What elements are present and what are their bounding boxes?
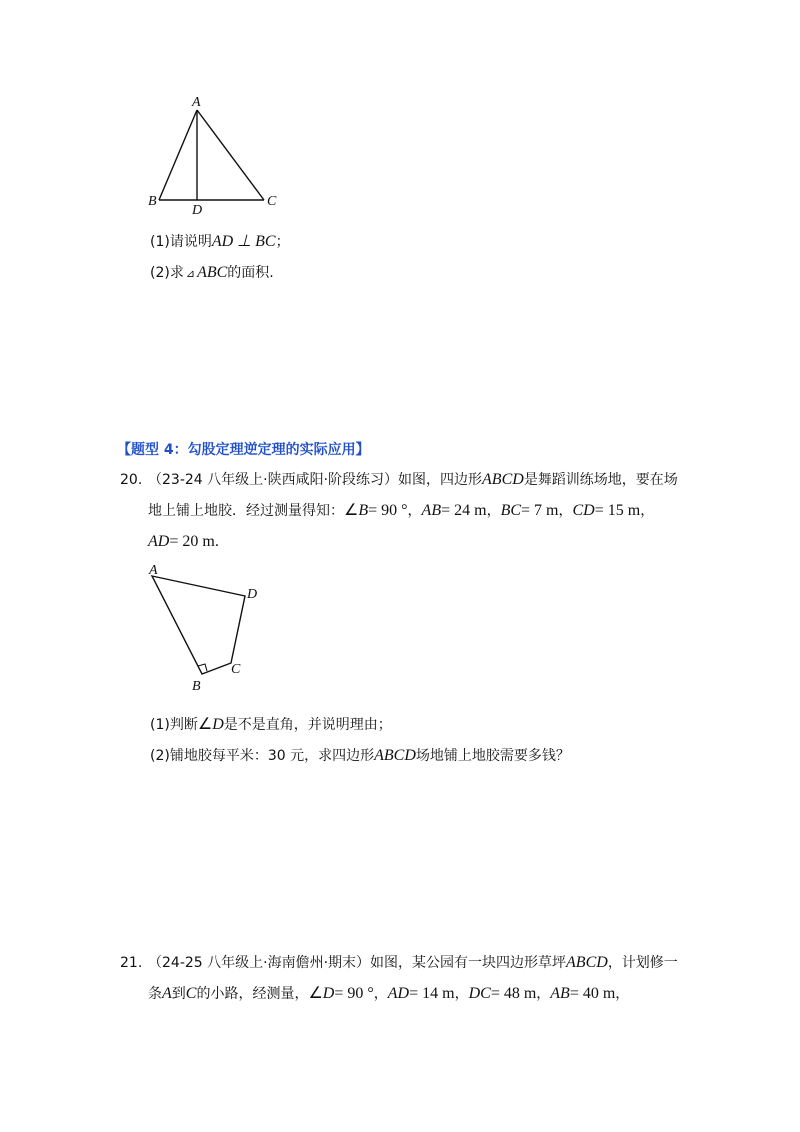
separator: ，: [558, 503, 573, 519]
cond-ab-value: = 24 m: [441, 502, 487, 519]
label-d: D: [192, 203, 203, 218]
problem-21-source: （24-25 八年级上·海南儋州·期末）如图，某公园有一块四边形草坪: [148, 955, 567, 971]
prev-q1-suffix: ；: [275, 234, 290, 250]
label-b: B: [148, 194, 157, 209]
label-c: C: [267, 194, 277, 209]
angle-symbol: ∠: [344, 502, 359, 519]
angle-symbol: ∠: [308, 985, 323, 1002]
label-a: A: [149, 563, 158, 578]
cond-dc: DC: [468, 985, 491, 1002]
cond-dc-value: = 48 m: [490, 985, 537, 1002]
problem-20-shape: ABCD: [482, 471, 524, 488]
cond-d: D: [322, 985, 335, 1002]
p21-point-c: C: [185, 985, 197, 1002]
problem-20-question-2: [150, 746, 570, 766]
problem-20-line3-end: ．: [214, 534, 229, 550]
p20-q1-math: D: [212, 716, 224, 733]
problem-20-line2-start: 地上铺上地胶．经过测量得知：: [148, 503, 344, 519]
cond-ad-value: = 20 m: [169, 533, 215, 550]
p20-q2-suffix: 场地铺上地胶需要多钱？: [415, 748, 570, 764]
prev-q2-suffix: 的面积.: [227, 265, 274, 281]
side-ab: [159, 110, 197, 200]
separator: ，: [536, 986, 551, 1002]
prev-q2-triangle-symbol: ⊿: [185, 267, 196, 280]
cond-b: B: [358, 502, 369, 519]
cond-bc-value: = 7 m: [521, 502, 559, 519]
p20-q1-suffix: 是不是直角，并说明理由；: [223, 717, 392, 733]
prev-q1-prefix: (1)请说明: [150, 234, 212, 250]
prev-question-2: [150, 263, 274, 284]
quadrilateral-outline: [152, 576, 245, 674]
separator: ，: [407, 503, 422, 519]
prev-q1-math: AD ⊥ BC: [211, 233, 276, 250]
cond-ad: AD: [387, 985, 410, 1002]
problem-21-line1-end: ，计划修一: [607, 955, 678, 971]
p20-q1-prefix: (1)判断: [150, 717, 198, 733]
p20-q2-prefix: (2)铺地胶每平米：30 元，求四边形: [150, 748, 375, 764]
problem-20-question-1: [150, 715, 392, 735]
side-ac: [197, 110, 264, 200]
prev-q2-math: ABC: [197, 264, 228, 281]
label-d: D: [247, 587, 258, 602]
p21-line2-c: 的小路，经测量，: [196, 986, 309, 1002]
separator: ，: [486, 503, 501, 519]
quadrilateral-abcd-figure: [140, 558, 280, 698]
problem-21-line-1: [120, 953, 678, 973]
cond-cd: CD: [572, 502, 595, 519]
p21-line2-a: 条: [148, 986, 162, 1002]
cond-ab: AB: [550, 985, 570, 1002]
problem-20-source: （23-24 八年级上·陕西咸阳·阶段练习）如图，四边形: [148, 472, 483, 488]
problem-20-line-2: [148, 501, 654, 521]
cond-d-value: = 90 °: [334, 985, 374, 1002]
angle-symbol: ∠: [197, 716, 213, 733]
cond-bc: BC: [500, 502, 522, 519]
cond-ad: AD: [148, 533, 170, 550]
problem-21-line-2: [148, 984, 629, 1004]
p21-point-a: A: [162, 985, 172, 1002]
problem-20-line-1: [120, 470, 678, 490]
problem-21-line2-end: ，: [615, 986, 630, 1002]
problem-20-line-3: [148, 532, 229, 552]
problem-20-line1-end: 是舞蹈训练场地，要在场: [523, 472, 678, 488]
triangle-abc-figure: [140, 90, 290, 220]
cond-cd-value: = 15 m: [594, 502, 641, 519]
cond-ad-value: = 14 m: [409, 985, 455, 1002]
problem-21-shape: ABCD: [566, 954, 608, 971]
problem-21-number: 21.: [120, 955, 143, 971]
label-a: A: [192, 95, 201, 110]
label-b: B: [192, 679, 201, 694]
separator: ，: [373, 986, 388, 1002]
cond-ab: AB: [421, 502, 442, 519]
p20-q2-math: ABCD: [374, 747, 416, 764]
prev-q2-prefix: (2)求: [150, 265, 184, 281]
problem-20-line2-end: ，: [640, 503, 655, 519]
prev-question-1: [150, 232, 290, 252]
cond-b-value: = 90 °: [368, 502, 408, 519]
problem-20-number: 20.: [120, 472, 143, 488]
label-c: C: [231, 662, 241, 677]
section-heading: 【题型 4：勾股定理逆定理的实际应用】: [117, 442, 370, 458]
separator: ，: [454, 986, 469, 1002]
p21-line2-b: 到: [171, 986, 186, 1002]
cond-ab-value: = 40 m: [569, 985, 616, 1002]
